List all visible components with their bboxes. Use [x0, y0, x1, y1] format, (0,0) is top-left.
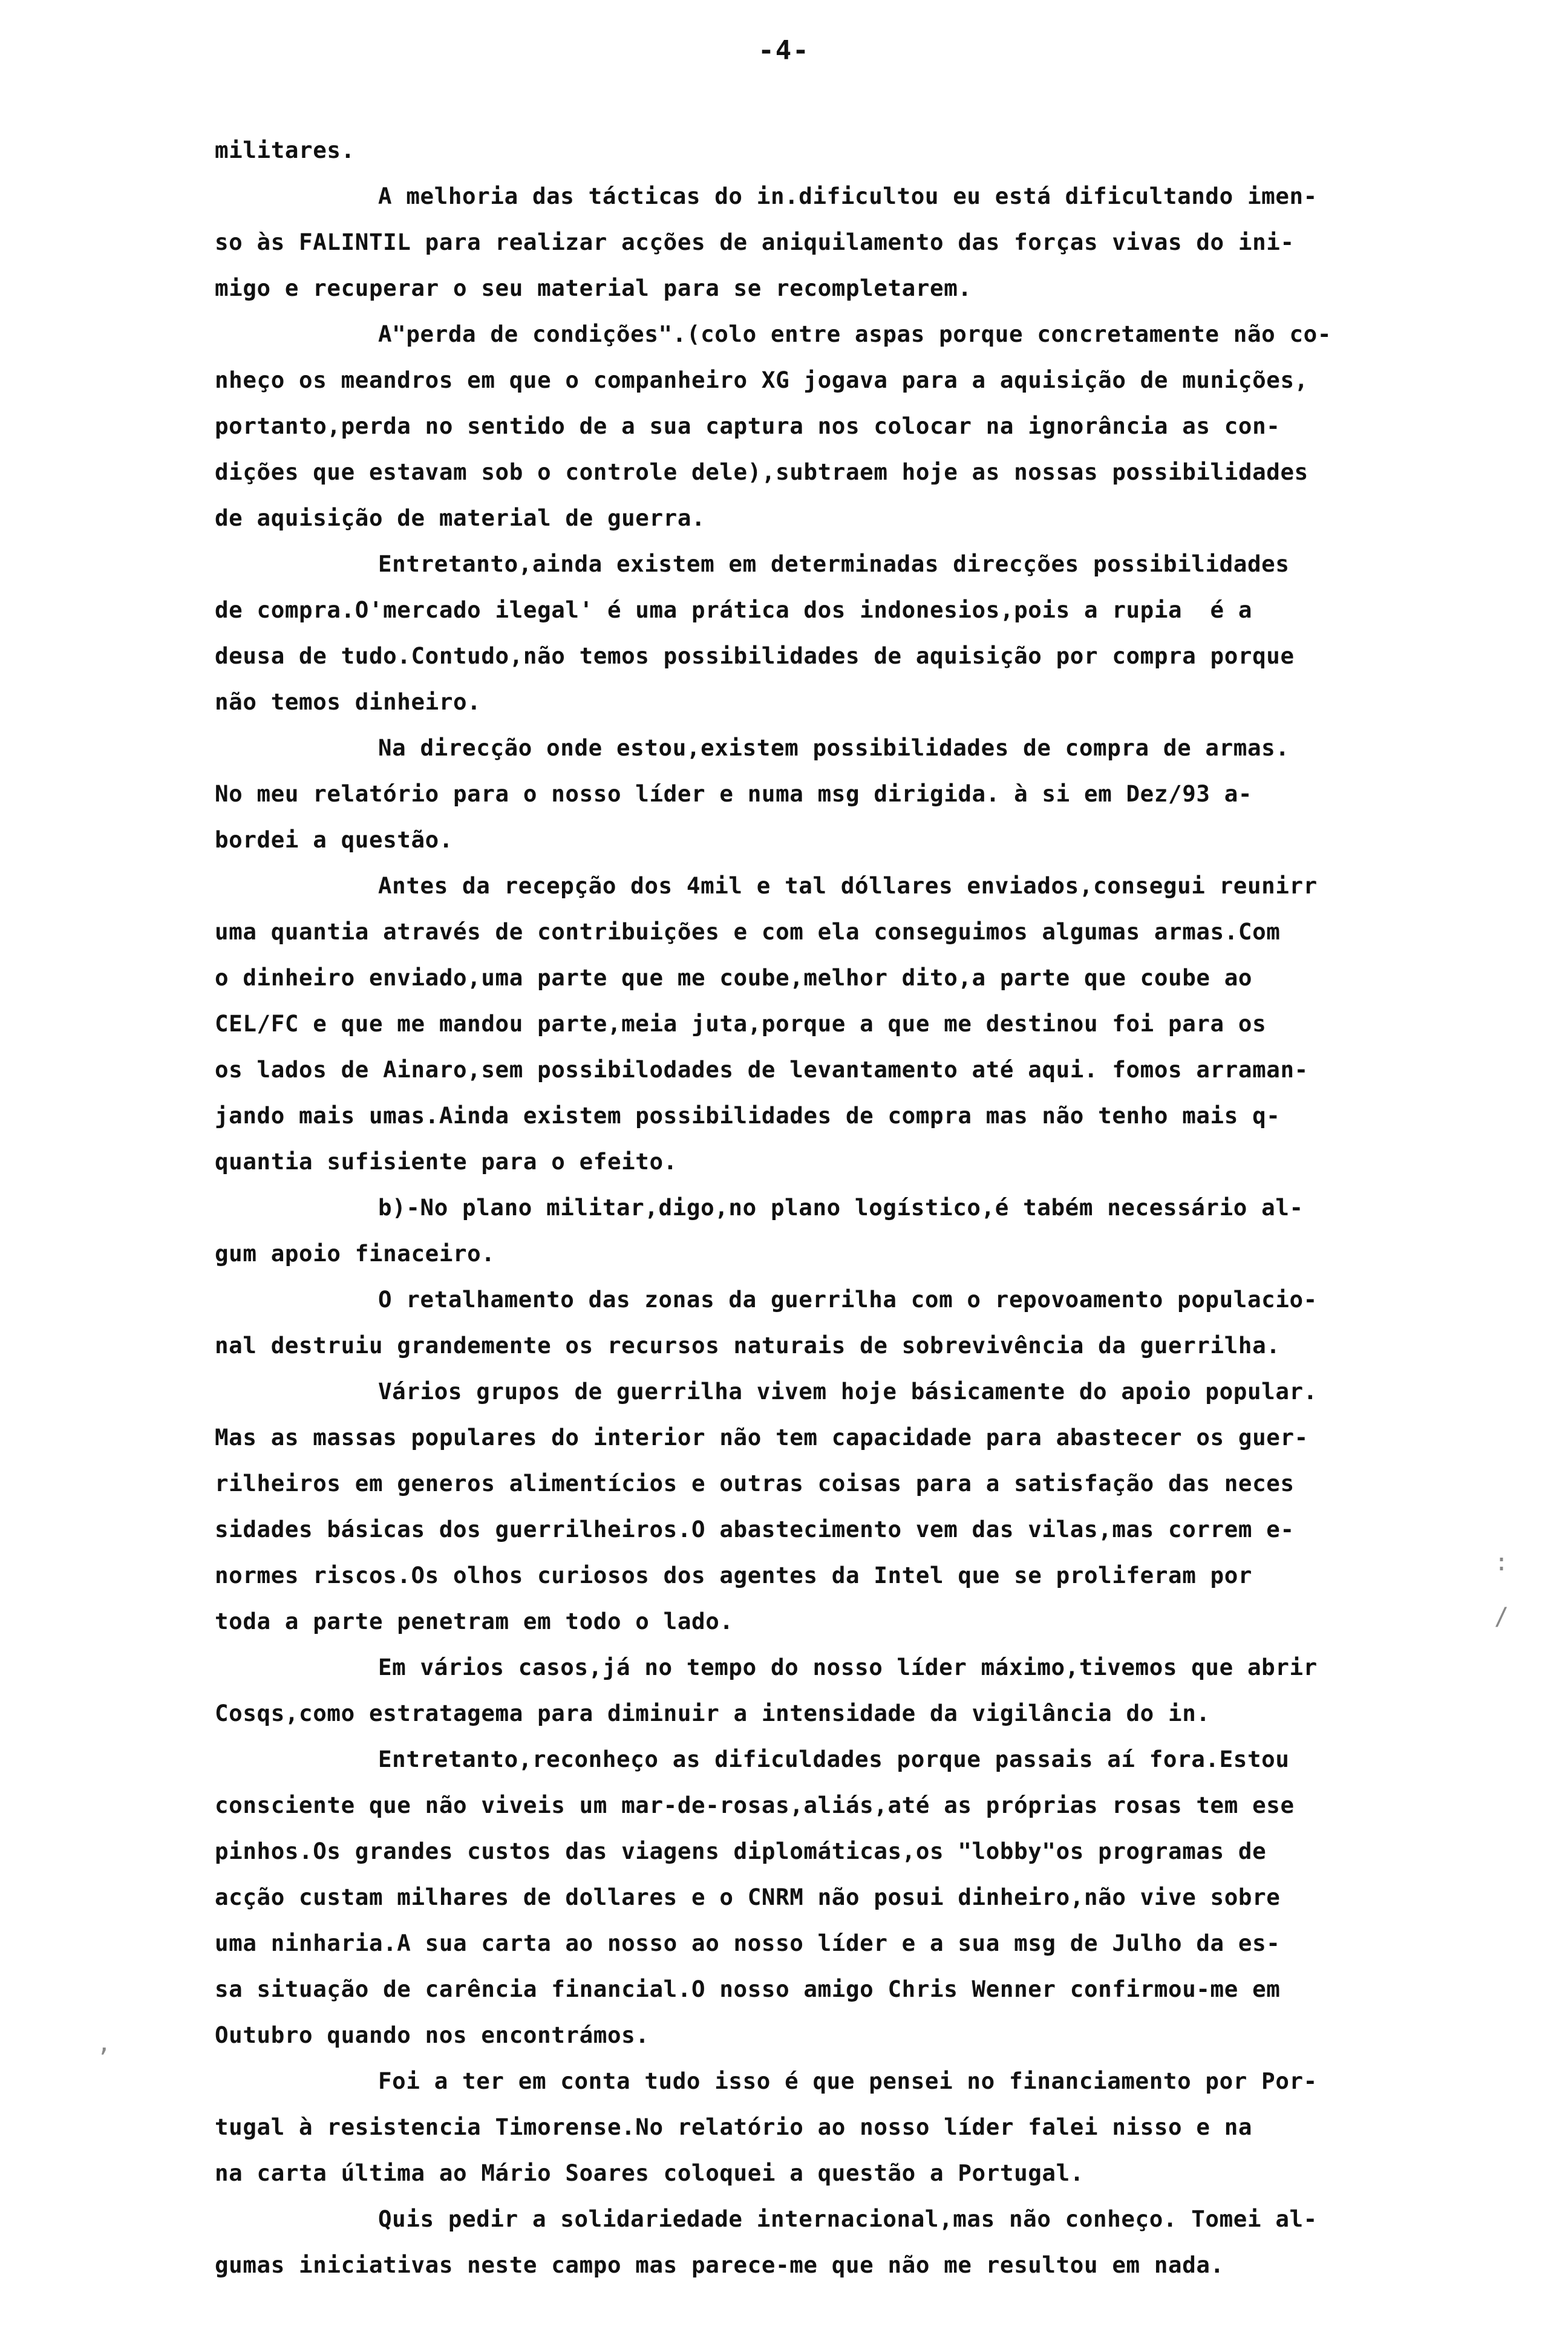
text-line: Antes da recepção dos 4mil e tal dóllares enviados,consegui reunirr	[378, 872, 1318, 899]
text-line: Foi a ter em conta tudo isso é que pensei no financiamento por Por-	[378, 2068, 1318, 2094]
text-line: consciente que não viveis um mar-de-rosas,aliás,até as próprias rosas tem ese	[215, 1792, 1295, 1818]
text-line: Em vários casos,já no tempo do nosso líder máximo,tivemos que abrir	[378, 1654, 1318, 1680]
text-line: sa situação de carência financial.O nosso amigo Chris Wenner confirmou-me em	[215, 1976, 1281, 2002]
text-line: portanto,perda no sentido de a sua captura nos colocar na ignorância as con-	[215, 413, 1281, 439]
text-line: acção custam milhares de dollares e o CNRM não posui dinheiro,não vive sobre	[215, 1884, 1281, 1910]
text-line: normes riscos.Os olhos curiosos dos agentes da Intel que se proliferam por	[215, 1562, 1253, 1588]
text-line: sidades básicas dos guerrilheiros.O abastecimento vem das vilas,mas correm e-	[215, 1516, 1295, 1543]
text-line: Cosqs,como estratagema para diminuir a intensidade da vigilância do in.	[215, 1700, 1210, 1726]
text-line: A melhoria das tácticas do in.dificultou eu está dificultando imen-	[378, 183, 1318, 209]
page-number: -4-	[758, 35, 810, 66]
text-line: gum apoio finaceiro.	[215, 1240, 495, 1267]
text-line: O retalhamento das zonas da guerrilha com o repovoamento populacio-	[378, 1286, 1318, 1313]
text-line: Na direcção onde estou,existem possibilidades de compra de armas.	[378, 734, 1290, 761]
text-line: rilheiros em generos alimentícios e outras coisas para a satisfação das neces	[215, 1470, 1295, 1497]
text-line: b)-No plano militar,digo,no plano logístico,é tabém necessário al-	[378, 1194, 1304, 1221]
text-line: No meu relatório para o nosso líder e numa msg dirigida. à si em Dez/93 a-	[215, 780, 1253, 807]
text-line: CEL/FC e que me mandou parte,meia juta,porque a que me destinou foi para os	[215, 1010, 1267, 1037]
text-line: o dinheiro enviado,uma parte que me coube,melhor dito,a parte que coube ao	[215, 964, 1253, 991]
text-line: pinhos.Os grandes custos das viagens diplomáticas,os "lobby"os programas de	[215, 1838, 1267, 1864]
body-text	[215, 127, 1473, 2288]
text-line: quantia sufisiente para o efeito.	[215, 1148, 678, 1175]
margin-mark: /	[1494, 1603, 1509, 1631]
text-line: de aquisição de material de guerra.	[215, 504, 706, 531]
margin-mark: :	[1494, 1549, 1509, 1576]
text-line: dições que estavam sob o controle dele),subtraem hoje as nossas possibilidades	[215, 459, 1308, 485]
text-line: Entretanto,reconheço as dificuldades porque passais aí fora.Estou	[378, 1746, 1290, 1772]
text-line: Vários grupos de guerrilha vivem hoje básicamente do apoio popular.	[378, 1378, 1318, 1405]
text-line: Quis pedir a solidariedade internacional,mas não conheço. Tomei al-	[378, 2206, 1318, 2232]
text-line: jando mais umas.Ainda existem possibilidades de compra mas não tenho mais q-	[215, 1102, 1281, 1129]
text-line: não temos dinheiro.	[215, 688, 482, 715]
text-line: nal destruiu grandemente os recursos naturais de sobrevivência da guerrilha.	[215, 1332, 1281, 1359]
text-line: Entretanto,ainda existem em determinadas direcções possibilidades	[378, 550, 1290, 577]
text-line: de compra.O'mercado ilegal' é uma prática dos indonesios,pois a rupia é a	[215, 596, 1253, 623]
text-line: so às FALINTIL para realizar acções de aniquilamento das forças vivas do ini-	[215, 229, 1295, 255]
text-line: toda a parte penetram em todo o lado.	[215, 1608, 734, 1634]
text-line: tugal à resistencia Timorense.No relatório ao nosso líder falei nisso e na	[215, 2114, 1253, 2140]
text-line: gumas iniciativas neste campo mas parece-me que não me resultou em nada.	[215, 2251, 1224, 2278]
text-line: bordei a questão.	[215, 826, 454, 853]
text-line: militares.	[215, 137, 355, 163]
text-line: migo e recuperar o seu material para se recompletarem.	[215, 275, 972, 301]
text-line: na carta última ao Mário Soares coloquei a questão a Portugal.	[215, 2160, 1084, 2186]
margin-mark: ,	[97, 2029, 112, 2057]
text-line: Outubro quando nos encontrámos.	[215, 2022, 650, 2048]
text-line: A"perda de condições".(colo entre aspas porque concretamente não co-	[378, 321, 1332, 347]
text-line: nheço os meandros em que o companheiro XG jogava para a aquisição de munições,	[215, 367, 1308, 393]
text-line: deusa de tudo.Contudo,não temos possibilidades de aquisição por compra porque	[215, 642, 1295, 669]
text-line: os lados de Ainaro,sem possibilodades de levantamento até aqui. fomos arraman-	[215, 1056, 1308, 1083]
text-line: uma ninharia.A sua carta ao nosso ao nosso líder e a sua msg de Julho da es-	[215, 1930, 1281, 1956]
text-line: uma quantia através de contribuições e com ela conseguimos algumas armas.Com	[215, 918, 1281, 945]
text-line: Mas as massas populares do interior não tem capacidade para abastecer os guer-	[215, 1424, 1308, 1451]
